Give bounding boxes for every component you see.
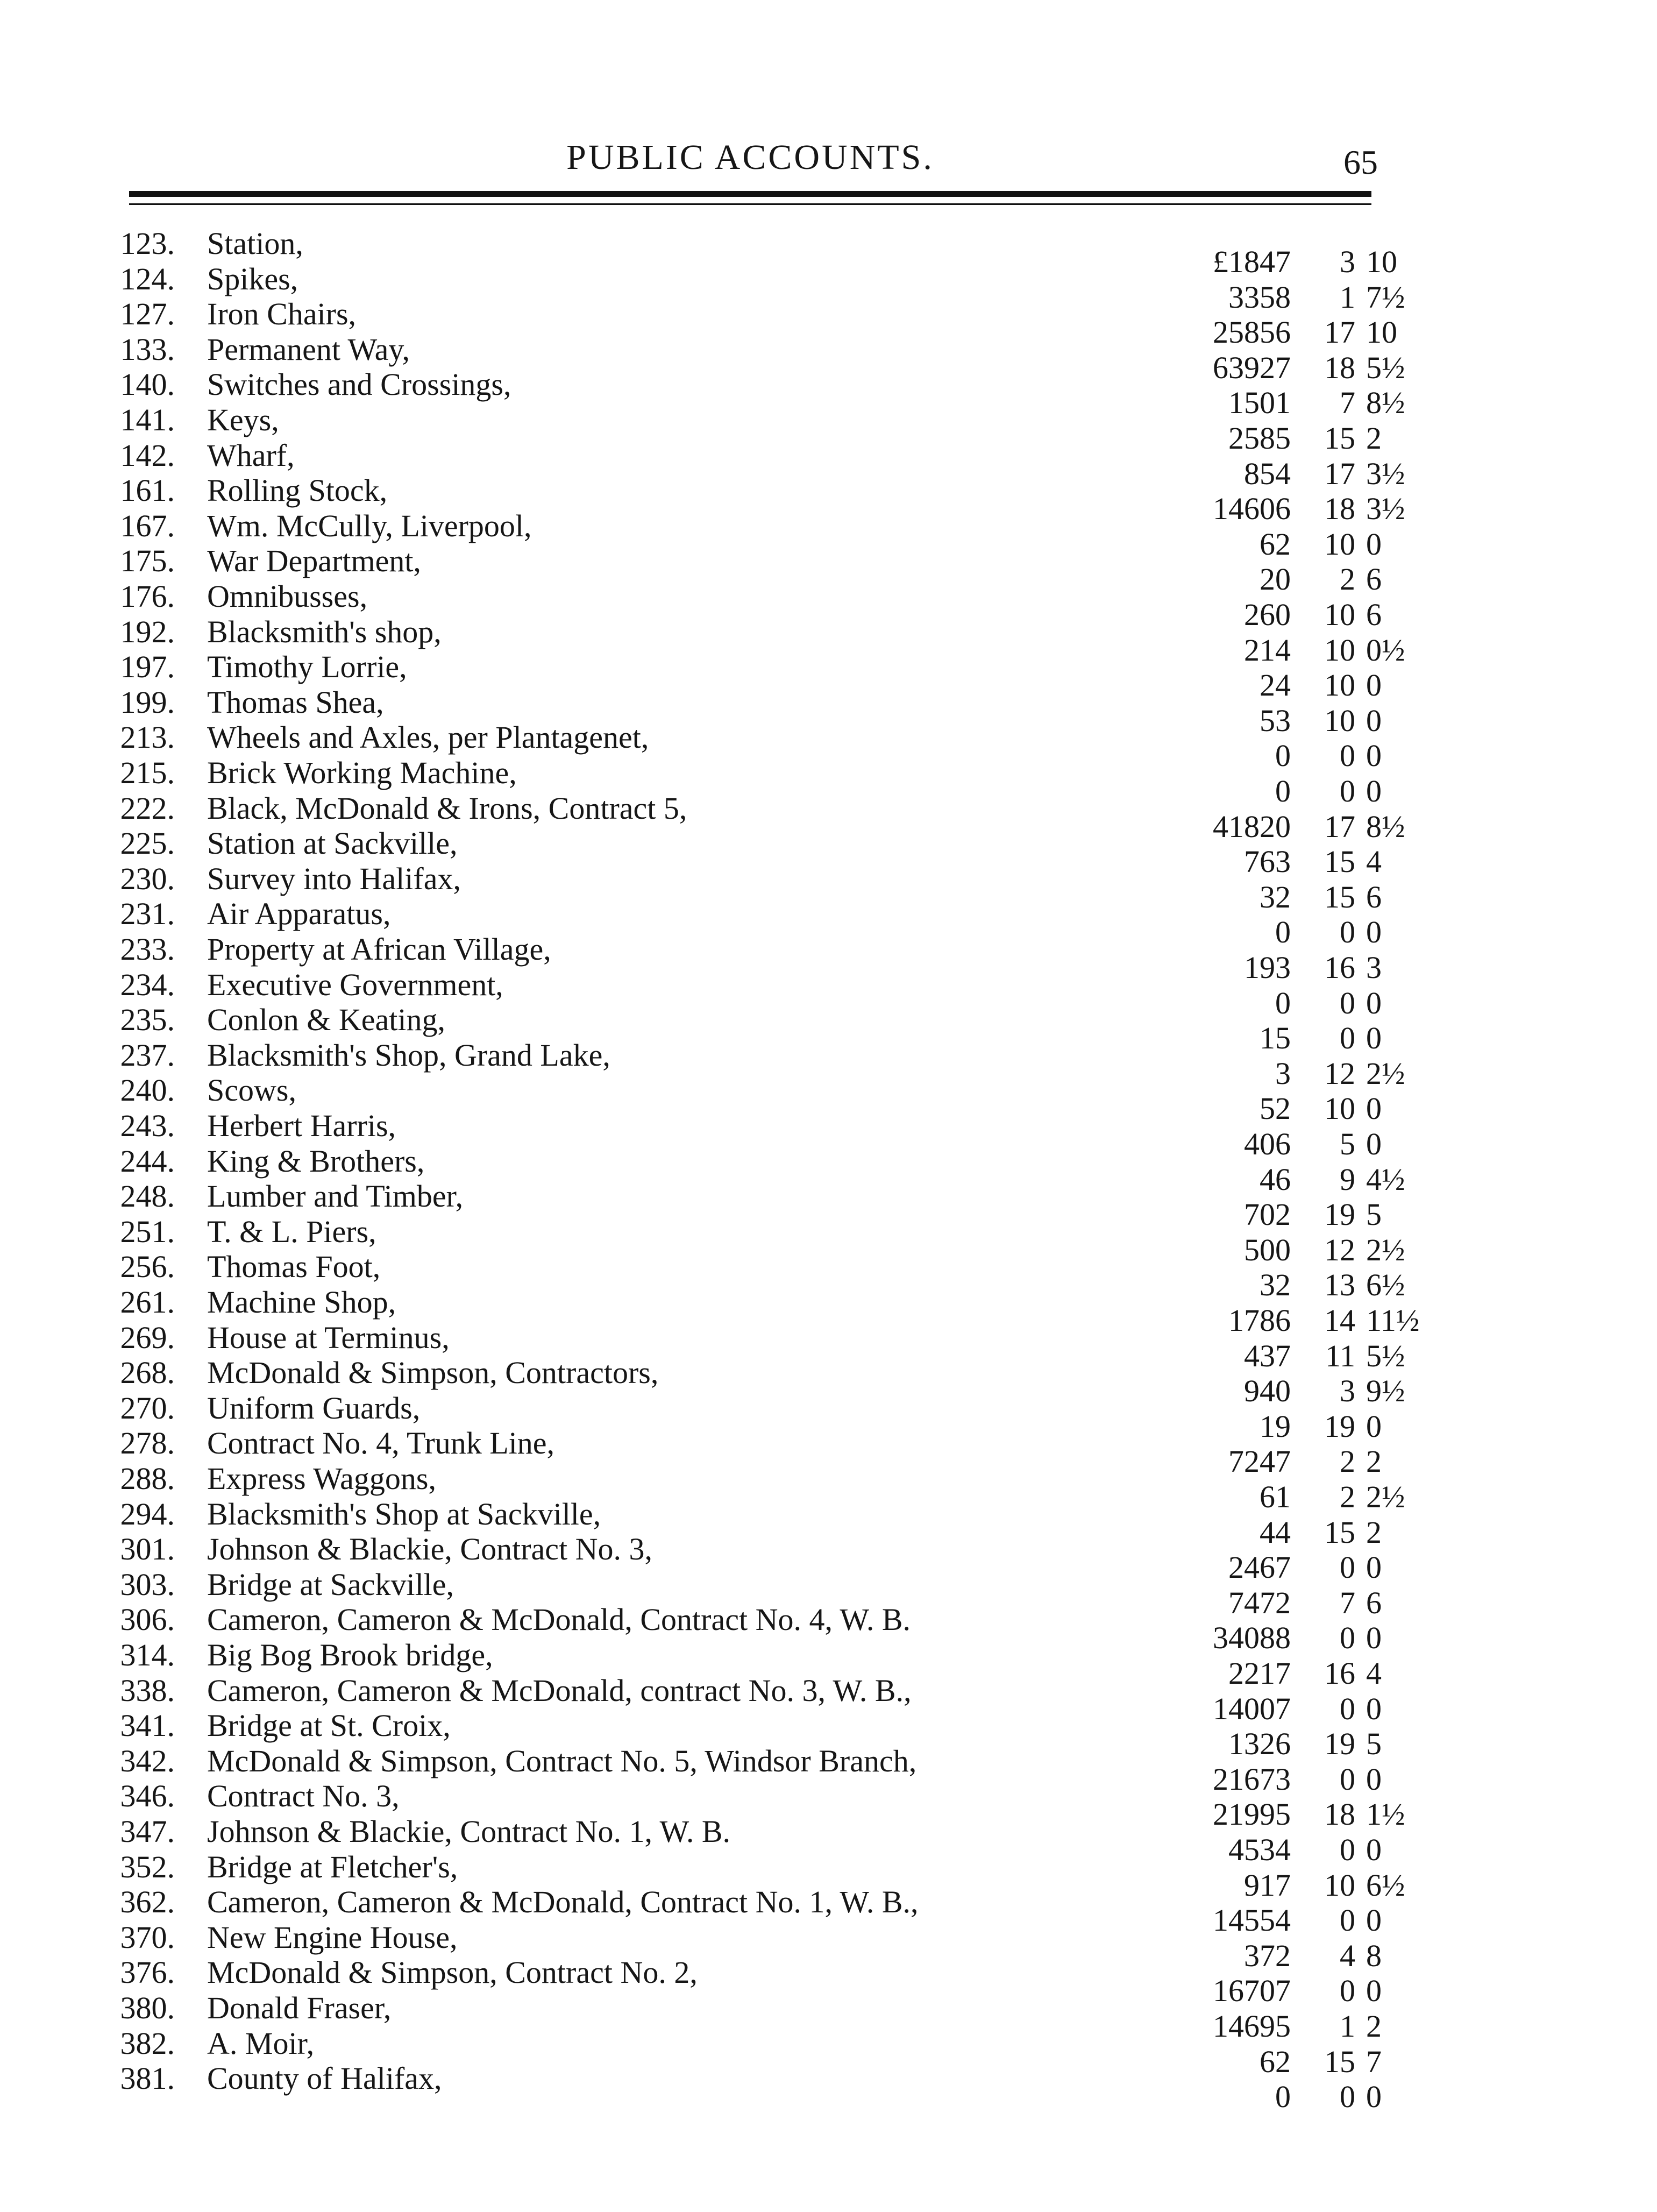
amount-shillings: 1	[1340, 280, 1355, 315]
amount-pounds: 940	[1244, 1373, 1291, 1408]
entry-number: 225.	[120, 826, 175, 861]
amount-shillings: 19	[1324, 1726, 1355, 1761]
ledger-entry	[81, 1461, 1405, 1514]
entry-number: 314.	[120, 1637, 175, 1672]
entry-number: 175.	[120, 543, 175, 578]
amount-pence: 5	[1366, 1726, 1382, 1761]
amount-pence: 0	[1366, 914, 1382, 949]
amount-shillings: 2	[1340, 1444, 1355, 1479]
entry-description: Thomas Shea,	[207, 685, 384, 720]
page-number: 65	[1343, 143, 1378, 181]
amount-pence: 0	[1366, 703, 1382, 738]
amount-pounds: 702	[1244, 1197, 1291, 1232]
amount-pence: 0	[1366, 738, 1382, 773]
entry-number: 270.	[120, 1391, 175, 1426]
entry-description: Property at African Village,	[207, 932, 551, 967]
amount-pounds: 0	[1275, 738, 1291, 773]
entry-description: T. & L. Piers,	[207, 1214, 376, 1249]
amount-shillings: 15	[1324, 421, 1355, 456]
entry-number: 222.	[120, 791, 175, 826]
amount-shillings: 10	[1324, 703, 1355, 738]
entry-number: 268.	[120, 1355, 175, 1390]
entry-number: 192.	[120, 614, 175, 649]
entry-description: Spikes,	[207, 261, 298, 296]
amount-pence: 0	[1366, 1691, 1382, 1726]
amount-pounds: 20	[1260, 562, 1291, 597]
amount-pounds: 763	[1244, 844, 1291, 879]
entry-description: Wheels and Axles, per Plantagenet,	[207, 720, 649, 755]
amount-pence: 8½	[1366, 809, 1405, 844]
entry-description: Blacksmith's Shop, Grand Lake,	[207, 1038, 610, 1073]
entry-number: 140.	[120, 367, 175, 402]
amount-pounds: 2217	[1228, 1656, 1291, 1691]
entry-number: 303.	[120, 1567, 175, 1602]
amount-shillings: 0	[1340, 1973, 1355, 2008]
entry-number: 234.	[120, 967, 175, 1002]
amount-pence: 0	[1366, 774, 1382, 809]
amount-pence: 6½	[1366, 1267, 1405, 1302]
amount-shillings: 17	[1324, 809, 1355, 844]
entry-description: Omnibusses,	[207, 579, 368, 614]
entry-number: 352.	[120, 1849, 175, 1884]
entry-description: Timothy Lorrie,	[207, 649, 407, 684]
amount-pence: 10	[1366, 315, 1397, 350]
entry-number: 176.	[120, 579, 175, 614]
amount-pence: 6½	[1366, 1868, 1405, 1903]
entry-description: County of Halifax,	[207, 2061, 442, 2096]
entry-number: 278.	[120, 1426, 175, 1461]
amount-pounds: 15	[1260, 1020, 1291, 1055]
amount-pence: 4	[1366, 1656, 1382, 1691]
amount-pence: 6	[1366, 880, 1382, 914]
amount-pence: 0	[1366, 668, 1382, 703]
amount-pence: 7½	[1366, 280, 1405, 315]
amount-pounds: 14554	[1213, 1903, 1291, 1938]
entry-number: 230.	[120, 861, 175, 896]
amount-pounds: 34088	[1213, 1620, 1291, 1655]
amount-shillings: 18	[1324, 1797, 1355, 1832]
entry-description: Bridge at St. Croix,	[207, 1708, 451, 1743]
amount-shillings: 10	[1324, 527, 1355, 562]
entry-number: 256.	[120, 1249, 175, 1284]
amount-pounds: 406	[1244, 1126, 1291, 1161]
amount-shillings: 16	[1324, 950, 1355, 985]
amount-shillings: 14	[1324, 1303, 1355, 1338]
amount-pence: 2½	[1366, 1232, 1405, 1267]
amount-pence: 3½	[1366, 456, 1405, 491]
entry-number: 127.	[120, 296, 175, 331]
entry-number: 161.	[120, 473, 175, 508]
entry-description: Thomas Foot,	[207, 1249, 381, 1284]
header-rule-thin	[129, 203, 1371, 205]
amount-pounds: 260	[1244, 597, 1291, 632]
entry-description: Survey into Halifax,	[207, 861, 461, 896]
entry-description: Big Bog Brook bridge,	[207, 1637, 493, 1672]
amount-pounds: 0	[1275, 914, 1291, 949]
amount-pounds: 2585	[1228, 421, 1291, 456]
amount-pounds: 63927	[1213, 350, 1291, 385]
accounts-ledger	[81, 226, 1420, 2173]
amount-shillings: 0	[1340, 986, 1355, 1020]
amount-shillings: 15	[1324, 1515, 1355, 1550]
amount-pence: 2	[1366, 421, 1382, 456]
entry-description: Bridge at Fletcher's,	[207, 1849, 458, 1884]
amount-shillings: 12	[1324, 1056, 1355, 1091]
ledger-entry	[81, 2061, 1398, 2114]
amount-pounds: £1847	[1213, 244, 1291, 279]
page-title: PUBLIC ACCOUNTS.	[566, 138, 934, 177]
amount-pounds: 437	[1244, 1338, 1291, 1373]
entry-description: Station,	[207, 226, 303, 261]
entry-description: Machine Shop,	[207, 1285, 396, 1320]
entry-description: Black, McDonald & Irons, Contract 5,	[207, 791, 687, 826]
amount-shillings: 0	[1340, 1691, 1355, 1726]
amount-pence: 2½	[1366, 1479, 1405, 1514]
entry-description: Blacksmith's shop,	[207, 614, 442, 649]
amount-shillings: 0	[1340, 1550, 1355, 1585]
amount-shillings: 18	[1324, 491, 1355, 526]
amount-shillings: 17	[1324, 315, 1355, 350]
amount-pence: 4½	[1366, 1162, 1405, 1197]
amount-pence: 0	[1366, 527, 1382, 562]
amount-pounds: 32	[1260, 1267, 1291, 1302]
amount-shillings: 10	[1324, 1091, 1355, 1126]
amount-shillings: 0	[1340, 1620, 1355, 1655]
amount-pence: 2	[1366, 2009, 1382, 2044]
entry-description: Wharf,	[207, 438, 295, 473]
amount-pounds: 62	[1260, 2044, 1291, 2079]
amount-pounds: 1501	[1228, 385, 1291, 420]
amount-pounds: 32	[1260, 880, 1291, 914]
entry-description: Permanent Way,	[207, 332, 410, 367]
amount-shillings: 3	[1340, 244, 1355, 279]
entry-description: New Engine House,	[207, 1920, 458, 1955]
entry-description: Wm. McCully, Liverpool,	[207, 508, 532, 543]
entry-description: War Department,	[207, 543, 421, 578]
entry-number: 381.	[120, 2061, 175, 2096]
entry-number: 346.	[120, 1778, 175, 1813]
amount-shillings: 12	[1324, 1232, 1355, 1267]
amount-pounds: 0	[1275, 2079, 1291, 2114]
entry-number: 370.	[120, 1920, 175, 1955]
amount-pounds: 41820	[1213, 809, 1291, 844]
amount-pence: 5½	[1366, 1338, 1405, 1373]
entry-number: 243.	[120, 1108, 175, 1143]
amount-shillings: 15	[1324, 880, 1355, 914]
entry-description: House at Terminus,	[207, 1320, 450, 1355]
entry-number: 261.	[120, 1285, 175, 1320]
entry-description: Cameron, Cameron & McDonald, Contract No. 1, W. B.,	[207, 1884, 919, 1919]
amount-shillings: 1	[1340, 2009, 1355, 2044]
amount-pounds: 16707	[1213, 1973, 1291, 2008]
amount-shillings: 0	[1340, 774, 1355, 809]
amount-pounds: 1786	[1228, 1303, 1291, 1338]
entry-number: 233.	[120, 932, 175, 967]
amount-pence: 0	[1366, 1020, 1382, 1055]
amount-pence: 0	[1366, 986, 1382, 1020]
amount-pounds: 21995	[1213, 1797, 1291, 1832]
entry-description: Contract No. 3,	[207, 1778, 400, 1813]
amount-shillings: 0	[1340, 1020, 1355, 1055]
entry-number: 244.	[120, 1144, 175, 1179]
amount-pence: 0	[1366, 1762, 1382, 1797]
amount-shillings: 10	[1324, 633, 1355, 668]
entry-number: 167.	[120, 508, 175, 543]
amount-pounds: 44	[1260, 1515, 1291, 1550]
amount-pounds: 53	[1260, 703, 1291, 738]
amount-pounds: 1326	[1228, 1726, 1291, 1761]
entry-description: Herbert Harris,	[207, 1108, 396, 1143]
amount-pounds: 0	[1275, 986, 1291, 1020]
amount-pence: 3½	[1366, 491, 1405, 526]
amount-pounds: 14695	[1213, 2009, 1291, 2044]
amount-pence: 10	[1366, 244, 1397, 279]
header-rule	[129, 191, 1371, 197]
amount-pence: 0	[1366, 1620, 1382, 1655]
amount-pounds: 14007	[1213, 1691, 1291, 1726]
entry-description: McDonald & Simpson, Contract No. 2,	[207, 1955, 698, 1990]
amount-pence: 2½	[1366, 1056, 1405, 1091]
amount-pence: 8½	[1366, 385, 1405, 420]
amount-shillings: 0	[1340, 1762, 1355, 1797]
ledger-entry	[81, 1002, 1398, 1055]
amount-pounds: 2467	[1228, 1550, 1291, 1585]
amount-pounds: 19	[1260, 1409, 1291, 1444]
amount-shillings: 0	[1340, 738, 1355, 773]
entry-description: Iron Chairs,	[207, 296, 357, 331]
amount-pounds: 24	[1260, 668, 1291, 703]
entry-description: Keys,	[207, 402, 279, 437]
entry-number: 215.	[120, 755, 175, 790]
amount-shillings: 7	[1340, 385, 1355, 420]
entry-description: Brick Working Machine,	[207, 755, 517, 790]
amount-shillings: 9	[1340, 1162, 1355, 1197]
entry-number: 133.	[120, 332, 175, 367]
entry-number: 197.	[120, 649, 175, 684]
entry-description: Express Waggons,	[207, 1461, 436, 1496]
amount-shillings: 0	[1340, 1832, 1355, 1867]
amount-pence: 0	[1366, 1409, 1382, 1444]
amount-pence: 1½	[1366, 1797, 1405, 1832]
amount-pounds: 854	[1244, 456, 1291, 491]
entry-number: 362.	[120, 1884, 175, 1919]
amount-shillings: 15	[1324, 844, 1355, 879]
entry-number: 235.	[120, 1002, 175, 1037]
amount-pence: 8	[1366, 1938, 1382, 1973]
entry-number: 376.	[120, 1955, 175, 1990]
entry-number: 294.	[120, 1497, 175, 1532]
amount-pounds: 61	[1260, 1479, 1291, 1514]
entry-description: McDonald & Simpson, Contractors,	[207, 1355, 659, 1390]
amount-shillings: 19	[1324, 1409, 1355, 1444]
amount-shillings: 10	[1324, 1868, 1355, 1903]
entry-number: 338.	[120, 1673, 175, 1708]
entry-number: 251.	[120, 1214, 175, 1249]
entry-description: Johnson & Blackie, Contract No. 3,	[207, 1532, 653, 1566]
amount-pence: 4	[1366, 844, 1382, 879]
amount-pounds: 7472	[1228, 1585, 1291, 1620]
entry-description: King & Brothers,	[207, 1144, 425, 1179]
entry-description: Contract No. 4, Trunk Line,	[207, 1426, 555, 1461]
amount-pence: 2	[1366, 1515, 1382, 1550]
entry-number: 231.	[120, 896, 175, 931]
amount-pounds: 3358	[1228, 280, 1291, 315]
amount-pence: 0	[1366, 2079, 1382, 2114]
entry-amount	[1113, 2079, 1404, 2115]
amount-pence: 9½	[1366, 1373, 1405, 1408]
amount-shillings: 3	[1340, 1373, 1355, 1408]
entry-description: Station at Sackville,	[207, 826, 458, 861]
amount-pence: 6	[1366, 1585, 1382, 1620]
amount-pence: 0	[1366, 1832, 1382, 1867]
amount-pounds: 193	[1244, 950, 1291, 985]
entry-description: A. Moir,	[207, 2026, 315, 2061]
amount-pounds: 917	[1244, 1868, 1291, 1903]
amount-pence: 5	[1366, 1197, 1382, 1232]
amount-pounds: 25856	[1213, 315, 1291, 350]
amount-pounds: 500	[1244, 1232, 1291, 1267]
amount-shillings: 0	[1340, 2079, 1355, 2114]
entry-number: 123.	[120, 226, 175, 261]
entry-description: Rolling Stock,	[207, 473, 388, 508]
entry-number: 380.	[120, 1990, 175, 2025]
entry-description: Conlon & Keating,	[207, 1002, 446, 1037]
amount-pence: 2	[1366, 1444, 1382, 1479]
entry-number: 142.	[120, 438, 175, 473]
entry-number: 341.	[120, 1708, 175, 1743]
ledger-entry	[81, 1108, 1398, 1161]
entry-number: 306.	[120, 1602, 175, 1637]
amount-shillings: 10	[1324, 668, 1355, 703]
entry-description: Executive Government,	[207, 967, 503, 1002]
amount-pence: 6	[1366, 597, 1382, 632]
entry-description: Switches and Crossings,	[207, 367, 511, 402]
entry-number: 342.	[120, 1743, 175, 1778]
amount-shillings: 2	[1340, 562, 1355, 597]
amount-pounds: 372	[1244, 1938, 1291, 1973]
amount-shillings: 15	[1324, 2044, 1355, 2079]
entry-description: Lumber and Timber,	[207, 1179, 464, 1214]
amount-shillings: 7	[1340, 1585, 1355, 1620]
amount-pence: 5½	[1366, 350, 1405, 385]
amount-pounds: 3	[1275, 1056, 1291, 1091]
amount-shillings: 5	[1340, 1126, 1355, 1161]
amount-shillings: 11	[1325, 1338, 1355, 1373]
amount-pounds: 7247	[1228, 1444, 1291, 1479]
amount-shillings: 17	[1324, 456, 1355, 491]
amount-pence: 0½	[1366, 633, 1405, 668]
entry-description: McDonald & Simpson, Contract No. 5, Windsor Branch,	[207, 1743, 917, 1778]
amount-pence: 6	[1366, 562, 1382, 597]
amount-pounds: 62	[1260, 527, 1291, 562]
amount-shillings: 16	[1324, 1656, 1355, 1691]
entry-description: Blacksmith's Shop at Sackville,	[207, 1497, 601, 1532]
amount-shillings: 4	[1340, 1938, 1355, 1973]
entry-description: Uniform Guards,	[207, 1391, 421, 1426]
amount-pounds: 46	[1260, 1162, 1291, 1197]
entry-number: 347.	[120, 1814, 175, 1849]
entry-number: 199.	[120, 685, 175, 720]
entry-description: Donald Fraser,	[207, 1990, 392, 2025]
entry-number: 213.	[120, 720, 175, 755]
amount-pence: 0	[1366, 1550, 1382, 1585]
amount-pence: 3	[1366, 950, 1382, 985]
entry-number: 124.	[120, 261, 175, 296]
amount-pounds: 52	[1260, 1091, 1291, 1126]
amount-pence: 0	[1366, 1126, 1382, 1161]
amount-shillings: 19	[1324, 1197, 1355, 1232]
entry-description: Cameron, Cameron & McDonald, Contract No. 4, W. B.	[207, 1602, 911, 1637]
amount-shillings: 13	[1324, 1267, 1355, 1302]
amount-pence: 0	[1366, 1903, 1382, 1938]
entry-number: 382.	[120, 2026, 175, 2061]
amount-pence: 0	[1366, 1973, 1382, 2008]
entry-number: 288.	[120, 1461, 175, 1496]
amount-pounds: 21673	[1213, 1762, 1291, 1797]
amount-pounds: 14606	[1213, 491, 1291, 526]
amount-shillings: 10	[1324, 597, 1355, 632]
entry-number: 248.	[120, 1179, 175, 1214]
entry-number: 237.	[120, 1038, 175, 1073]
entry-description: Johnson & Blackie, Contract No. 1, W. B.	[207, 1814, 731, 1849]
ledger-entry	[81, 896, 1398, 949]
entry-description: Bridge at Sackville,	[207, 1567, 454, 1602]
entry-description: Cameron, Cameron & McDonald, contract No. 3, W. B.,	[207, 1673, 912, 1708]
amount-pence: 11½	[1366, 1303, 1420, 1338]
entry-number: 301.	[120, 1532, 175, 1566]
page-header	[0, 137, 1657, 196]
amount-shillings: 0	[1340, 1903, 1355, 1938]
amount-pounds: 0	[1275, 774, 1291, 809]
amount-shillings: 0	[1340, 914, 1355, 949]
amount-pounds: 214	[1244, 633, 1291, 668]
entry-number: 141.	[120, 402, 175, 437]
amount-pounds: 4534	[1228, 1832, 1291, 1867]
entry-number: 240.	[120, 1073, 175, 1108]
entry-description: Air Apparatus,	[207, 896, 391, 931]
amount-shillings: 18	[1324, 350, 1355, 385]
entry-number: 269.	[120, 1320, 175, 1355]
entry-description: Scows,	[207, 1073, 296, 1108]
amount-pence: 7	[1366, 2044, 1382, 2079]
amount-pence: 0	[1366, 1091, 1382, 1126]
amount-shillings: 2	[1340, 1479, 1355, 1514]
